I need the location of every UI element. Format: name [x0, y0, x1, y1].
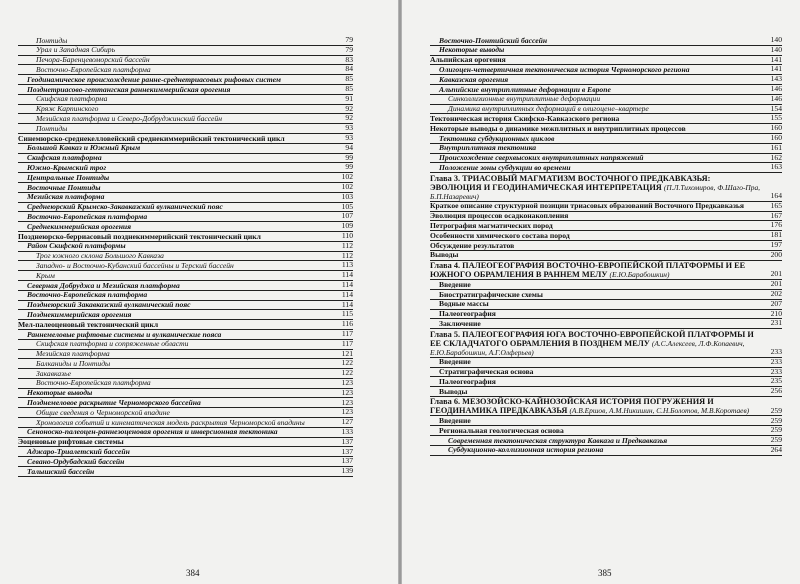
- toc-entry-title: Восточно-Европейская платформа: [36, 378, 151, 388]
- toc-entry: [18, 95, 353, 105]
- toc-entry-title: Заключение: [439, 318, 481, 328]
- toc-entry: [430, 436, 782, 446]
- toc-entry-page: 137: [341, 446, 353, 456]
- toc-entry-author: (А.В.Ершов, А.М.Никишин, С.Н.Болотов, М.В.Коротаев): [569, 406, 750, 416]
- toc-entry-page: 123: [341, 387, 353, 397]
- toc-entry-title: Происхождение сверхвысоких внутриплитных напряжений: [439, 153, 644, 163]
- toc-entry: [430, 290, 782, 300]
- toc-entry-page: 201: [770, 279, 782, 289]
- toc-entry: [18, 144, 353, 154]
- toc-entry: [430, 202, 782, 212]
- toc-entry-title: Мезийская платформа: [27, 192, 105, 202]
- toc-entry-title: Обсуждение результатов: [430, 240, 515, 250]
- toc-entry-title: Некоторые выводы о динамике межплитных и внутриплитных процессов: [430, 123, 686, 133]
- toc-entry: [430, 212, 782, 222]
- toc-entry: [430, 280, 782, 290]
- toc-entry: [430, 310, 782, 320]
- toc-entry-page: 113: [341, 260, 353, 270]
- toc-entry-page: 233: [770, 356, 782, 366]
- toc-entry-page: 140: [770, 44, 782, 54]
- toc-entry-title: Раннемеловые рифтовые системы и вулканические пояса: [27, 329, 222, 339]
- toc-entry-page: 231: [770, 318, 782, 328]
- toc-entry: [18, 418, 353, 428]
- toc-entry-page: 167: [770, 210, 782, 220]
- toc-entry: [18, 379, 353, 389]
- toc-entry-page: 160: [770, 123, 782, 133]
- toc-entry: [18, 124, 353, 134]
- toc-entry-title: Большой Кавказ и Южный Крым: [27, 143, 141, 153]
- toc-entry: [18, 75, 353, 85]
- toc-entry: [430, 85, 782, 95]
- toc-entry: [18, 261, 353, 271]
- toc-entry-page: 140: [770, 35, 782, 45]
- toc-entry-page: 146: [770, 93, 782, 103]
- toc-entry-title: Введение: [439, 357, 471, 367]
- toc-entry-title: Палеогеография: [439, 309, 496, 319]
- toc-entry: [18, 340, 353, 350]
- toc-entry-title: Аджаро-Триалетский бассейн: [27, 447, 130, 457]
- toc-entry: [18, 105, 353, 115]
- toc-entry-title: Балканиды и Понтиды: [36, 358, 111, 368]
- toc-entry-page: 137: [341, 456, 353, 466]
- toc-entry-page: 133: [341, 426, 353, 436]
- toc-entry: [18, 467, 353, 477]
- toc-entry: [430, 124, 782, 134]
- toc-entry-title: Закавказье: [36, 368, 71, 378]
- toc-entry: [430, 134, 782, 144]
- toc-entry-page: 99: [345, 152, 353, 162]
- toc-entry-title: Палеогеография: [439, 376, 496, 386]
- toc-entry: [430, 114, 782, 124]
- right-page: [402, 0, 800, 584]
- toc-entry-page: 83: [345, 54, 353, 64]
- toc-entry: [430, 368, 782, 378]
- toc-entry: [430, 387, 782, 397]
- toc-entry-page: 259: [770, 435, 782, 445]
- toc-entry-page: 85: [345, 74, 353, 84]
- toc-entry-title: Некоторые выводы: [439, 45, 505, 55]
- toc-entry-title: Северная Добруджа и Мезийская платформа: [27, 280, 180, 290]
- toc-entry-title: Выводы: [430, 250, 459, 260]
- toc-entry-page: 127: [341, 417, 353, 427]
- toc-entry: [18, 154, 353, 164]
- toc-entry-page: 122: [341, 358, 353, 368]
- toc-entry-page: 114: [341, 270, 353, 280]
- toc-entry: [18, 242, 353, 252]
- toc-entry: [18, 281, 353, 291]
- toc-entry-title: Мезийская платформа: [36, 349, 110, 359]
- toc-entry-title: Позднемеловое раскрытие Черноморского бассейна: [27, 398, 201, 408]
- toc-entry-title: Тектоническая история Скифско-Кавказского региона: [430, 113, 620, 123]
- toc-entry-page: 165: [770, 200, 782, 210]
- toc-entry-title: Центральные Понтиды: [27, 172, 110, 182]
- toc-entry: [18, 163, 353, 173]
- toc-entry-page: 207: [770, 298, 782, 308]
- toc-entry-page: 200: [770, 249, 782, 259]
- toc-entry: [18, 291, 353, 301]
- toc-entry-page: 123: [341, 377, 353, 387]
- toc-entry-page: 141: [770, 54, 782, 64]
- toc-entry-title: Сеноноско-палеоцен-раннеэоценовая орогения и инверсионная тектоника: [27, 427, 278, 437]
- toc-entry-title: Хронология событий и кинематическая модель раскрытия Черноморской впадины: [36, 417, 305, 427]
- toc-entry-title: Талышский бассейн: [27, 466, 95, 476]
- toc-entry: [430, 221, 782, 231]
- toc-entry-title: Глава 5. ПАЛЕОГЕОГРАФИЯ ЮГА ВОСТОЧНО-ЕВРОПЕЙСКОЙ ПЛАТФОРМЫ И ЕЕ СКЛАДЧАТОГО ОБРАМЛЕНИЯ В ПОЗДНЕМ МЕЛУ (А.С.Алексеев, Л.Ф.Копаевич, Е.Ю.Барабошкин, А.Г.Олферьев): [430, 329, 754, 357]
- toc-entry: [430, 163, 782, 173]
- toc-entry: [18, 193, 353, 203]
- toc-entry-title: Геодинамическое происхождение ранне-среднетриасовых рифовых систем: [27, 74, 281, 84]
- toc-entry: [430, 319, 782, 329]
- toc-entry: [18, 320, 353, 330]
- toc-entry-page: 155: [770, 113, 782, 123]
- toc-entry-title: Южно-Крымский трог: [27, 162, 107, 172]
- toc-entry-title: Крым: [36, 270, 55, 280]
- toc-entry: [18, 85, 353, 95]
- toc-entry-page: 146: [770, 84, 782, 94]
- toc-entry: [18, 369, 353, 379]
- toc-entry-page: 233: [770, 347, 782, 356]
- page-number-right: 385: [598, 568, 612, 578]
- toc-entry-page: 116: [341, 319, 353, 329]
- toc-entry-page: 92: [345, 103, 353, 113]
- toc-entry-page: 137: [341, 436, 353, 446]
- toc-entry-title: Введение: [439, 279, 471, 289]
- toc-entry-page: 91: [345, 93, 353, 103]
- toc-entry: [18, 56, 353, 66]
- toc-entry-page: 79: [345, 44, 353, 54]
- toc-entry: [430, 329, 782, 358]
- toc-entry: [18, 408, 353, 418]
- toc-entry-title: Скифская платформа: [36, 94, 108, 104]
- toc-entry: [18, 310, 353, 320]
- toc-entry-page: 259: [770, 415, 782, 425]
- toc-entry: [18, 389, 353, 399]
- toc-entry: [18, 134, 353, 144]
- toc-entry-title: Севано-Ордубадский бассейн: [27, 456, 125, 466]
- toc-entry-title: Внутриплитная тектоника: [439, 143, 537, 153]
- toc-entry-title: Восточные Понтиды: [27, 182, 101, 192]
- toc-entry: [18, 457, 353, 467]
- toc-entry-page: 163: [770, 162, 782, 172]
- toc-entry: [430, 105, 782, 115]
- toc-entry-title: Мел-палеоценовый тектонический цикл: [18, 319, 159, 329]
- toc-entry-title: Петрография магматических пород: [430, 220, 553, 230]
- toc-entry-title: Позднетриасово-геттангская раннекиммерийская орогения: [27, 84, 231, 94]
- toc-entry-title: Общие сведения о Черноморской впадине: [36, 407, 170, 417]
- toc-entry-title: Позднеюрский Закавказский вулканический пояс: [27, 300, 191, 310]
- toc-entry-title: Восточно-Европейская платформа: [27, 290, 148, 300]
- toc-entry: [430, 95, 782, 105]
- toc-entry-title: Динамика внутриплитных деформаций в олигоцене–квартере: [448, 104, 649, 114]
- toc-entry: [430, 75, 782, 85]
- toc-entry-page: 109: [341, 221, 353, 231]
- toc-entry-title: Среднеюрский Крымско-Закавказский вулканический пояс: [27, 202, 223, 212]
- toc-entry: [430, 446, 782, 456]
- toc-entry-page: 84: [345, 64, 353, 74]
- toc-entry: [430, 241, 782, 251]
- toc-entry: [18, 350, 353, 360]
- toc-entry-page: 264: [770, 444, 782, 454]
- toc-entry-title: Печора-Баренцевоморский бассейн: [36, 55, 150, 65]
- toc-entry: [18, 428, 353, 438]
- toc-entry-page: 114: [341, 280, 353, 290]
- toc-entry: [430, 65, 782, 75]
- toc-entry-title: Понтиды: [36, 123, 68, 133]
- toc-entry-title: Кряж Карпинского: [36, 104, 99, 114]
- toc-entry-title: Позднеюрско-берриасовый позднекиммерийский тектонический цикл: [18, 231, 261, 241]
- toc-entry: [18, 173, 353, 183]
- toc-entry-page: 102: [341, 172, 353, 182]
- toc-entry-page: 233: [770, 366, 782, 376]
- toc-entry-title: Понтиды: [36, 35, 68, 45]
- toc-entry-page: 107: [341, 211, 353, 221]
- toc-entry-title: Биостратиграфические схемы: [439, 289, 543, 299]
- page-number-left: 384: [186, 568, 200, 578]
- toc-entry-page: 112: [341, 250, 353, 260]
- toc-entry: [430, 173, 782, 202]
- toc-entry-title: Восточно-Понтийский бассейн: [439, 35, 548, 45]
- toc-entry-title: Некоторые выводы: [27, 388, 93, 398]
- toc-entry-title: Синколлизионные внутриплитные деформации: [448, 94, 601, 104]
- toc-entry-title: Региональная геологическая основа: [439, 425, 564, 435]
- toc-entry-title: Особенности химического состава пород: [430, 230, 570, 240]
- toc-entry: [430, 377, 782, 387]
- toc-entry-title: Синемюрско-среднекелловейский среднекиммерийский тектонический цикл: [18, 133, 285, 143]
- toc-entry-page: 94: [345, 142, 353, 152]
- toc-entry-title: Мезийская платформа и Северо-Добруджинский бассейн: [36, 113, 222, 123]
- toc-entry: [430, 300, 782, 310]
- toc-entry-page: 162: [770, 152, 782, 162]
- toc-entry: [18, 301, 353, 311]
- toc-entry-title: Глава 3. ТРИАСОВЫЙ МАГМАТИЗМ ВОСТОЧНОГО ПРЕДКАВКАЗЬЯ: ЭВОЛЮЦИЯ И ГЕОДИНАМИЧЕСКАЯ ИНТЕРПРЕТАЦИЯ (П.Л.Тихомиров, Ф.Шаго-Пра, Б.П.Назаревич): [430, 173, 761, 201]
- toc-entry: [430, 416, 782, 426]
- toc-entry-page: 210: [770, 308, 782, 318]
- toc-entry: [430, 251, 782, 261]
- toc-entry-title: Субдукционно-коллизионная история региона: [448, 445, 604, 455]
- toc-entry: [18, 438, 353, 448]
- toc-entry: [430, 154, 782, 164]
- toc-entry-page: 123: [341, 407, 353, 417]
- toc-entry-page: 103: [341, 191, 353, 201]
- toc-entry: [18, 46, 353, 56]
- toc-entry-title: Скифская платформа: [27, 153, 102, 163]
- toc-entry-title: Положение зоны субдукции во времени: [439, 162, 571, 172]
- toc-entry: [18, 203, 353, 213]
- toc-entry: [18, 252, 353, 262]
- toc-entry-title: Позднекиммерийская орогения: [27, 309, 132, 319]
- toc-entry-page: 122: [341, 368, 353, 378]
- toc-entry-page: 105: [341, 201, 353, 211]
- toc-entry-page: 123: [341, 397, 353, 407]
- toc-left: [18, 36, 353, 477]
- toc-entry: [18, 36, 353, 46]
- toc-entry-page: 93: [345, 133, 353, 143]
- toc-entry-author: (П.Л.Тихомиров, Ф.Шаго-Пра, Б.П.Назаревич): [430, 182, 761, 201]
- toc-entry: [18, 271, 353, 281]
- toc-entry: [430, 261, 782, 281]
- toc-entry-title: Водные массы: [439, 299, 489, 309]
- toc-entry: [18, 398, 353, 408]
- toc-entry-title: Выводы: [439, 386, 468, 396]
- toc-entry-title: Альпийские внутриплитные деформации в Европе: [439, 84, 611, 94]
- toc-entry-page: 139: [341, 466, 353, 476]
- toc-entry-title: Олигоцен-четвертичная тектоническая история Черноморского региона: [439, 64, 690, 74]
- toc-entry: [430, 397, 782, 417]
- toc-entry-title: Глава 6. МЕЗОЗОЙСКО-КАЙНОЗОЙСКАЯ ИСТОРИЯ ПОГРУЖЕНИЯ И ГЕОДИНАМИКА ПРЕДКАВКАЗЬЯ (А.В.Ершов, А.М.Никишин, С.Н.Болотов, М.В.Коротаев): [430, 397, 750, 416]
- toc-entry-title: Стратиграфическая основа: [439, 367, 534, 377]
- toc-entry-page: 176: [770, 220, 782, 230]
- toc-entry: [18, 212, 353, 222]
- toc-entry-page: 92: [345, 113, 353, 123]
- toc-entry-page: 235: [770, 376, 782, 386]
- toc-entry-title: Глава 4. ПАЛЕОГЕОГРАФИЯ ВОСТОЧНО-ЕВРОПЕЙСКОЙ ПЛАТФОРМЫ И ЕЕ ЮЖНОГО ОБРАМЛЕНИЯ В РАННЕМ МЕЛУ (Е.Ю.Барабошкин): [430, 261, 746, 280]
- toc-entry-page: 99: [345, 162, 353, 172]
- toc-entry: [18, 183, 353, 193]
- toc-right: [430, 36, 782, 456]
- toc-entry-title: Район Скифской платформы: [27, 241, 126, 251]
- toc-entry-title: Эволюция процессов осадконакопления: [430, 211, 569, 221]
- toc-entry-page: 85: [345, 84, 353, 94]
- toc-entry-page: 117: [341, 338, 353, 348]
- toc-entry-page: 102: [341, 182, 353, 192]
- toc-entry-page: 161: [770, 142, 782, 152]
- toc-entry-title: Современная тектоническая структура Кавказа и Предкавказья: [448, 435, 668, 445]
- toc-entry: [18, 232, 353, 242]
- toc-entry-title: Среднекиммерийская орогения: [27, 221, 132, 231]
- toc-entry-title: Краткое описание структурной позиции триасовых образований Восточного Предкавказья: [430, 201, 745, 211]
- toc-entry-page: 164: [770, 191, 782, 201]
- left-page: [0, 0, 398, 584]
- toc-entry-title: Западно- и Восточно-Кубанский бассейны и Терский бассейн: [36, 260, 234, 270]
- toc-entry-page: 143: [770, 74, 782, 84]
- toc-entry: [430, 46, 782, 56]
- toc-entry-page: 117: [341, 329, 353, 338]
- toc-entry: [430, 426, 782, 436]
- toc-entry-page: 160: [770, 133, 782, 143]
- toc-entry: [18, 359, 353, 369]
- toc-entry-page: 154: [770, 103, 782, 113]
- toc-entry-page: 79: [345, 35, 353, 45]
- toc-entry-author: (Е.Ю.Барабошкин): [609, 270, 670, 280]
- toc-entry-title: Тектоника субдукционных циклов: [439, 133, 555, 143]
- toc-entry-page: 197: [770, 240, 782, 250]
- toc-entry-title: Альпийская орогения: [430, 55, 506, 65]
- toc-entry-page: 141: [770, 64, 782, 74]
- toc-entry-page: 110: [341, 231, 353, 241]
- toc-entry: [18, 447, 353, 457]
- toc-entry-page: 121: [341, 348, 353, 358]
- toc-entry-title: Кавказская орогения: [439, 74, 509, 84]
- toc-entry-title: Восточно-Европейская платформа: [27, 211, 148, 221]
- toc-entry-page: 93: [345, 123, 353, 133]
- toc-entry: [430, 144, 782, 154]
- toc-entry-page: 202: [770, 289, 782, 299]
- toc-entry-title: Восточно-Европейская платформа: [36, 64, 151, 74]
- toc-entry-author: (А.С.Алексеев, Л.Ф.Копаевич, Е.Ю.Барабошкин, А.Г.Олферьев): [430, 338, 745, 357]
- toc-entry: [430, 231, 782, 241]
- toc-entry: [18, 222, 353, 232]
- toc-entry-page: 112: [341, 240, 353, 250]
- toc-entry-page: 114: [341, 299, 353, 309]
- toc-entry-title: Эоценовые рифтовые системы: [18, 437, 124, 447]
- toc-entry-page: 259: [770, 405, 782, 415]
- toc-entry: [430, 56, 782, 66]
- toc-entry-page: 115: [341, 309, 353, 319]
- toc-entry-title: Скифская платформа и сопряженные области: [36, 339, 189, 349]
- toc-entry-page: 114: [341, 289, 353, 299]
- toc-entry-page: 259: [770, 425, 782, 435]
- toc-entry-page: 201: [770, 269, 782, 279]
- toc-entry-title: Урал и Западная Сибирь: [36, 45, 116, 55]
- toc-entry-title: Введение: [439, 416, 471, 426]
- toc-entry: [18, 114, 353, 124]
- toc-entry: [18, 65, 353, 75]
- toc-entry-page: 181: [770, 230, 782, 240]
- toc-entry: [18, 330, 353, 340]
- toc-entry: [430, 36, 782, 46]
- toc-entry-page: 256: [770, 386, 782, 396]
- toc-entry: [430, 358, 782, 368]
- toc-entry-title: Трог южного склона Большого Кавказа: [36, 251, 164, 261]
